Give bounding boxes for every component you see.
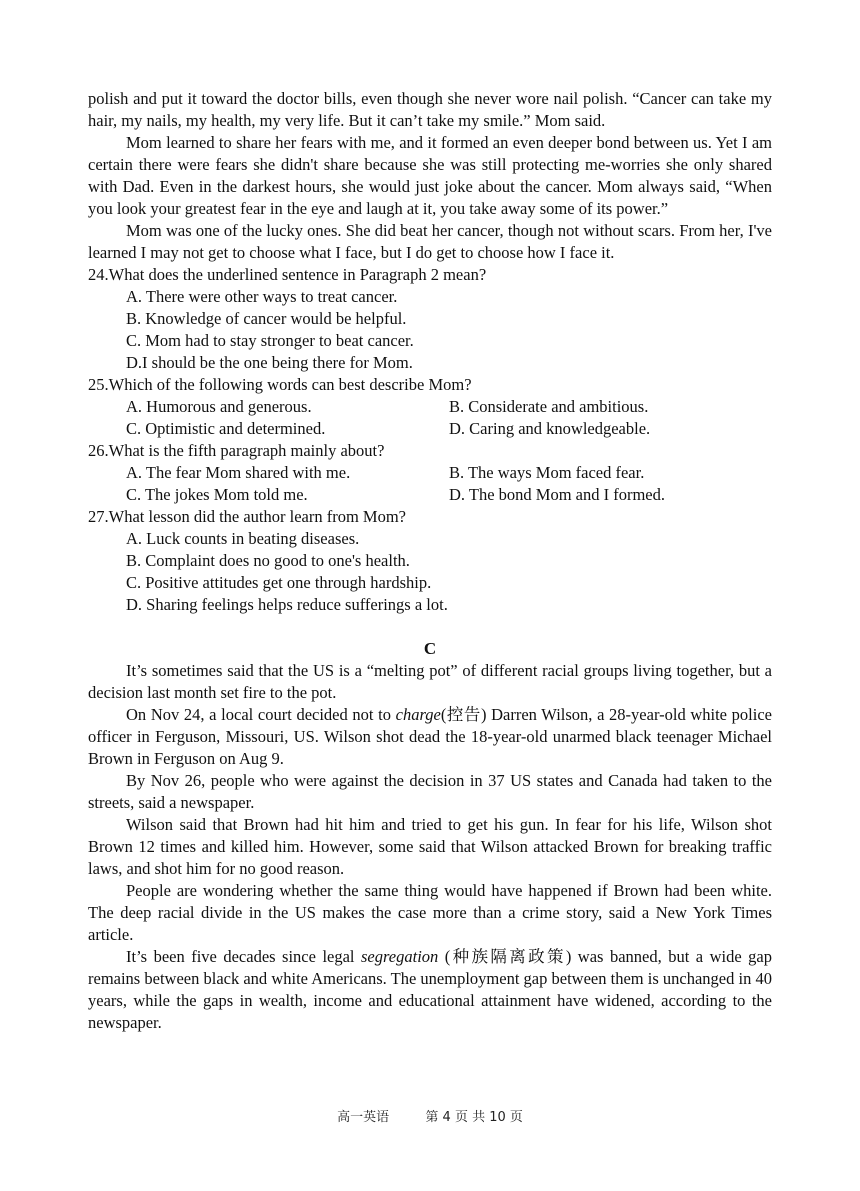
- question-stem: 24.What does the underlined sentence in Paragraph 2 mean?: [88, 265, 487, 284]
- question-stem: 25.Which of the following words can best describe Mom?: [88, 375, 472, 394]
- option-a: A. Luck counts in beating diseases.: [126, 529, 360, 548]
- option-b: B. Complaint does no good to one's health.: [126, 551, 410, 570]
- passage-paragraph: Wilson said that Brown had hit him and tried to get his gun. In fear for his life, Wilson shot Brown 12 times and killed him. However, some said that Wilson attacked Brown for breaking traffic laws, and shot him for no good reason.: [88, 815, 772, 878]
- option-a: A. The fear Mom shared with me.: [126, 463, 351, 482]
- text-run: It’s been five decades since legal: [126, 947, 361, 966]
- text-run: Darren Wilson, a 28-year-old white police officer in Ferguson, Missouri, US. Wilson shot dead the 18-year-old unarmed black teenager Michael Brown in Ferguson on Aug 9.: [88, 705, 772, 768]
- footer-page-number: 第 4 页 共 10 页: [425, 1110, 523, 1125]
- question-24: [88, 264, 772, 374]
- text-run: was banned, but a wide gap remains between black and white Americans. The unemployment gap between them is unchanged in 40 years, while the gaps in wealth, income and educational attainment have widened, according to the newspaper.: [88, 947, 772, 1032]
- passage-paragraph: It’s sometimes said that the US is a “melting pot” of different racial groups living together, but a decision last month set fire to the pot.: [88, 661, 772, 702]
- passage-paragraph: People are wondering whether the same thing would have happened if Brown had been white. The deep racial divide in the US makes the case more than a crime story, said a New York Times article.: [88, 881, 772, 944]
- option-a: A. Humorous and generous.: [126, 397, 312, 416]
- question-27: [88, 506, 772, 616]
- option-a: A. There were other ways to treat cancer.: [126, 287, 398, 306]
- text-run: On Nov 24, a local court decided not to: [126, 705, 396, 724]
- option-c: C. Optimistic and determined.: [126, 419, 326, 438]
- option-c: C. Positive attitudes get one through hardship.: [126, 573, 432, 592]
- option-d: D. The bond Mom and I formed.: [449, 485, 665, 504]
- option-b: B. The ways Mom faced fear.: [449, 463, 645, 482]
- option-c: C. Mom had to stay stronger to beat cancer.: [126, 331, 414, 350]
- passage-paragraph: [88, 946, 772, 1034]
- chinese-gloss: (种族隔离政策): [438, 947, 572, 966]
- option-d: D. Caring and knowledgeable.: [449, 419, 651, 438]
- option-d: D. Sharing feelings helps reduce sufferings a lot.: [126, 595, 448, 614]
- question-stem: 27.What lesson did the author learn from Mom?: [88, 507, 407, 526]
- page-footer: [0, 1106, 860, 1125]
- passage-paragraph: polish and put it toward the doctor bills, even though she never wore nail polish. “Cancer can take my hair, my nails, my health, my very life. But it can’t take my smile.” Mom said.: [88, 89, 772, 130]
- glossed-term: charge: [395, 705, 441, 724]
- passage-paragraph: Mom was one of the lucky ones. She did beat her cancer, though not without scars. From her, I've learned I may not get to choose what I face, but I do get to choose how I face it.: [88, 221, 772, 262]
- passage-paragraph: By Nov 26, people who were against the decision in 37 US states and Canada had taken to the streets, said a newspaper.: [88, 771, 772, 812]
- glossed-term: segregation: [361, 947, 439, 966]
- option-d: D.I should be the one being there for Mom.: [126, 353, 413, 372]
- footer-subject: 高一英语: [337, 1110, 390, 1125]
- option-c: C. The jokes Mom told me.: [126, 485, 308, 504]
- option-b: B. Knowledge of cancer would be helpful.: [126, 309, 407, 328]
- passage-paragraph: [88, 704, 772, 770]
- section-heading: C: [423, 639, 437, 658]
- option-b: B. Considerate and ambitious.: [449, 397, 649, 416]
- question-stem: 26.What is the fifth paragraph mainly about?: [88, 441, 385, 460]
- exam-page: [88, 88, 772, 1034]
- question-26: [88, 440, 772, 506]
- passage-paragraph: Mom learned to share her fears with me, and it formed an even deeper bond between us. Yet I am certain there were fears she didn't share because she was still protecting me-worries she only shared with Dad. Even in the darkest hours, she would just joke about the cancer. Mom always said, “When you look your greatest fear in the eye and laugh at it, you take away some of its power.”: [88, 133, 772, 218]
- question-25: [88, 374, 772, 440]
- chinese-gloss: (控告): [440, 705, 487, 724]
